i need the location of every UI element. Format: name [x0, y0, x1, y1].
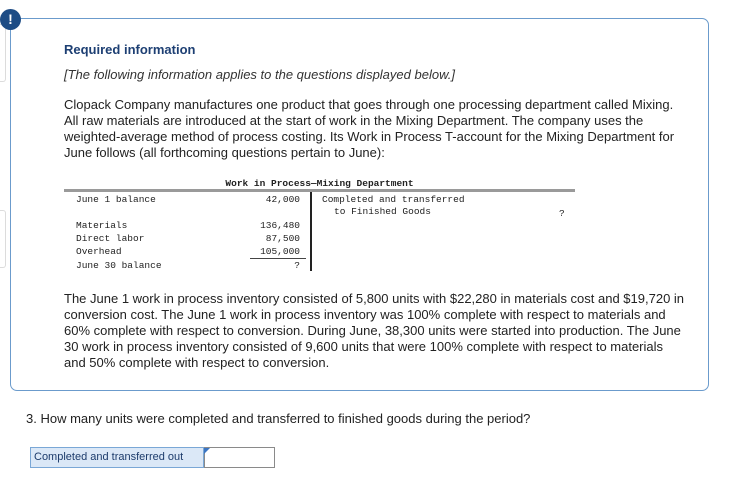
debit-label-direct-labor: Direct labor [76, 233, 145, 244]
side-tab[interactable] [0, 210, 6, 268]
debit-value-june30: ? [294, 260, 300, 271]
debit-value-direct-labor: 87,500 [265, 233, 300, 244]
intro-paragraph: Clopack Company manufactures one product that goes through one processing department called Mixing. All raw materials are introduced at the start of work in the Mixing Department. The company uses the weighted-average method of process costing. Its Work in Process T-account for the Mixing Department for June follows (all forthcoming questions pertain to June): [64, 97, 675, 160]
credit-label-line1: Completed and transferred [322, 194, 465, 205]
answer-input[interactable] [204, 447, 275, 468]
t-account-divider [310, 192, 312, 271]
debit-label-materials: Materials [76, 220, 128, 231]
debit-value-june1: 42,000 [265, 194, 300, 205]
credit-value: ? [559, 208, 565, 219]
details-paragraph: The June 1 work in process inventory consisted of 5,800 units with $22,280 in materials cost and $19,720 in conversion cost. The June 1 work in process inventory was 100% complete with respect to materials and 60% complete with respect to conversion. During June, 38,300 units were started into production. The June 30 work in process inventory consisted of 9,600 units that were 100% complete with respect to materials and 50% complete with respect to conversion. [64, 291, 685, 370]
t-account-underline [250, 258, 306, 259]
required-information-title: Required information [64, 42, 196, 57]
debit-label-overhead: Overhead [76, 246, 122, 257]
t-account-title: Work in Process—Mixing Department [225, 178, 414, 189]
alert-icon: ! [0, 9, 21, 30]
answer-flag-icon [204, 448, 210, 454]
t-account-top-bar [64, 189, 575, 192]
answer-row [30, 447, 275, 468]
side-tab[interactable] [0, 24, 6, 82]
t-account [64, 178, 575, 273]
answer-label: Completed and transferred out [30, 447, 204, 468]
debit-value-materials: 136,480 [260, 220, 300, 231]
credit-label-line2: to Finished Goods [334, 206, 431, 217]
debit-label-june30: June 30 balance [76, 260, 162, 271]
question-text: 3. How many units were completed and transferred to finished goods during the period? [26, 411, 531, 426]
required-information-subtitle: [The following information applies to the questions displayed below.] [64, 67, 455, 82]
debit-value-overhead: 105,000 [260, 246, 300, 257]
debit-label-june1: June 1 balance [76, 194, 156, 205]
